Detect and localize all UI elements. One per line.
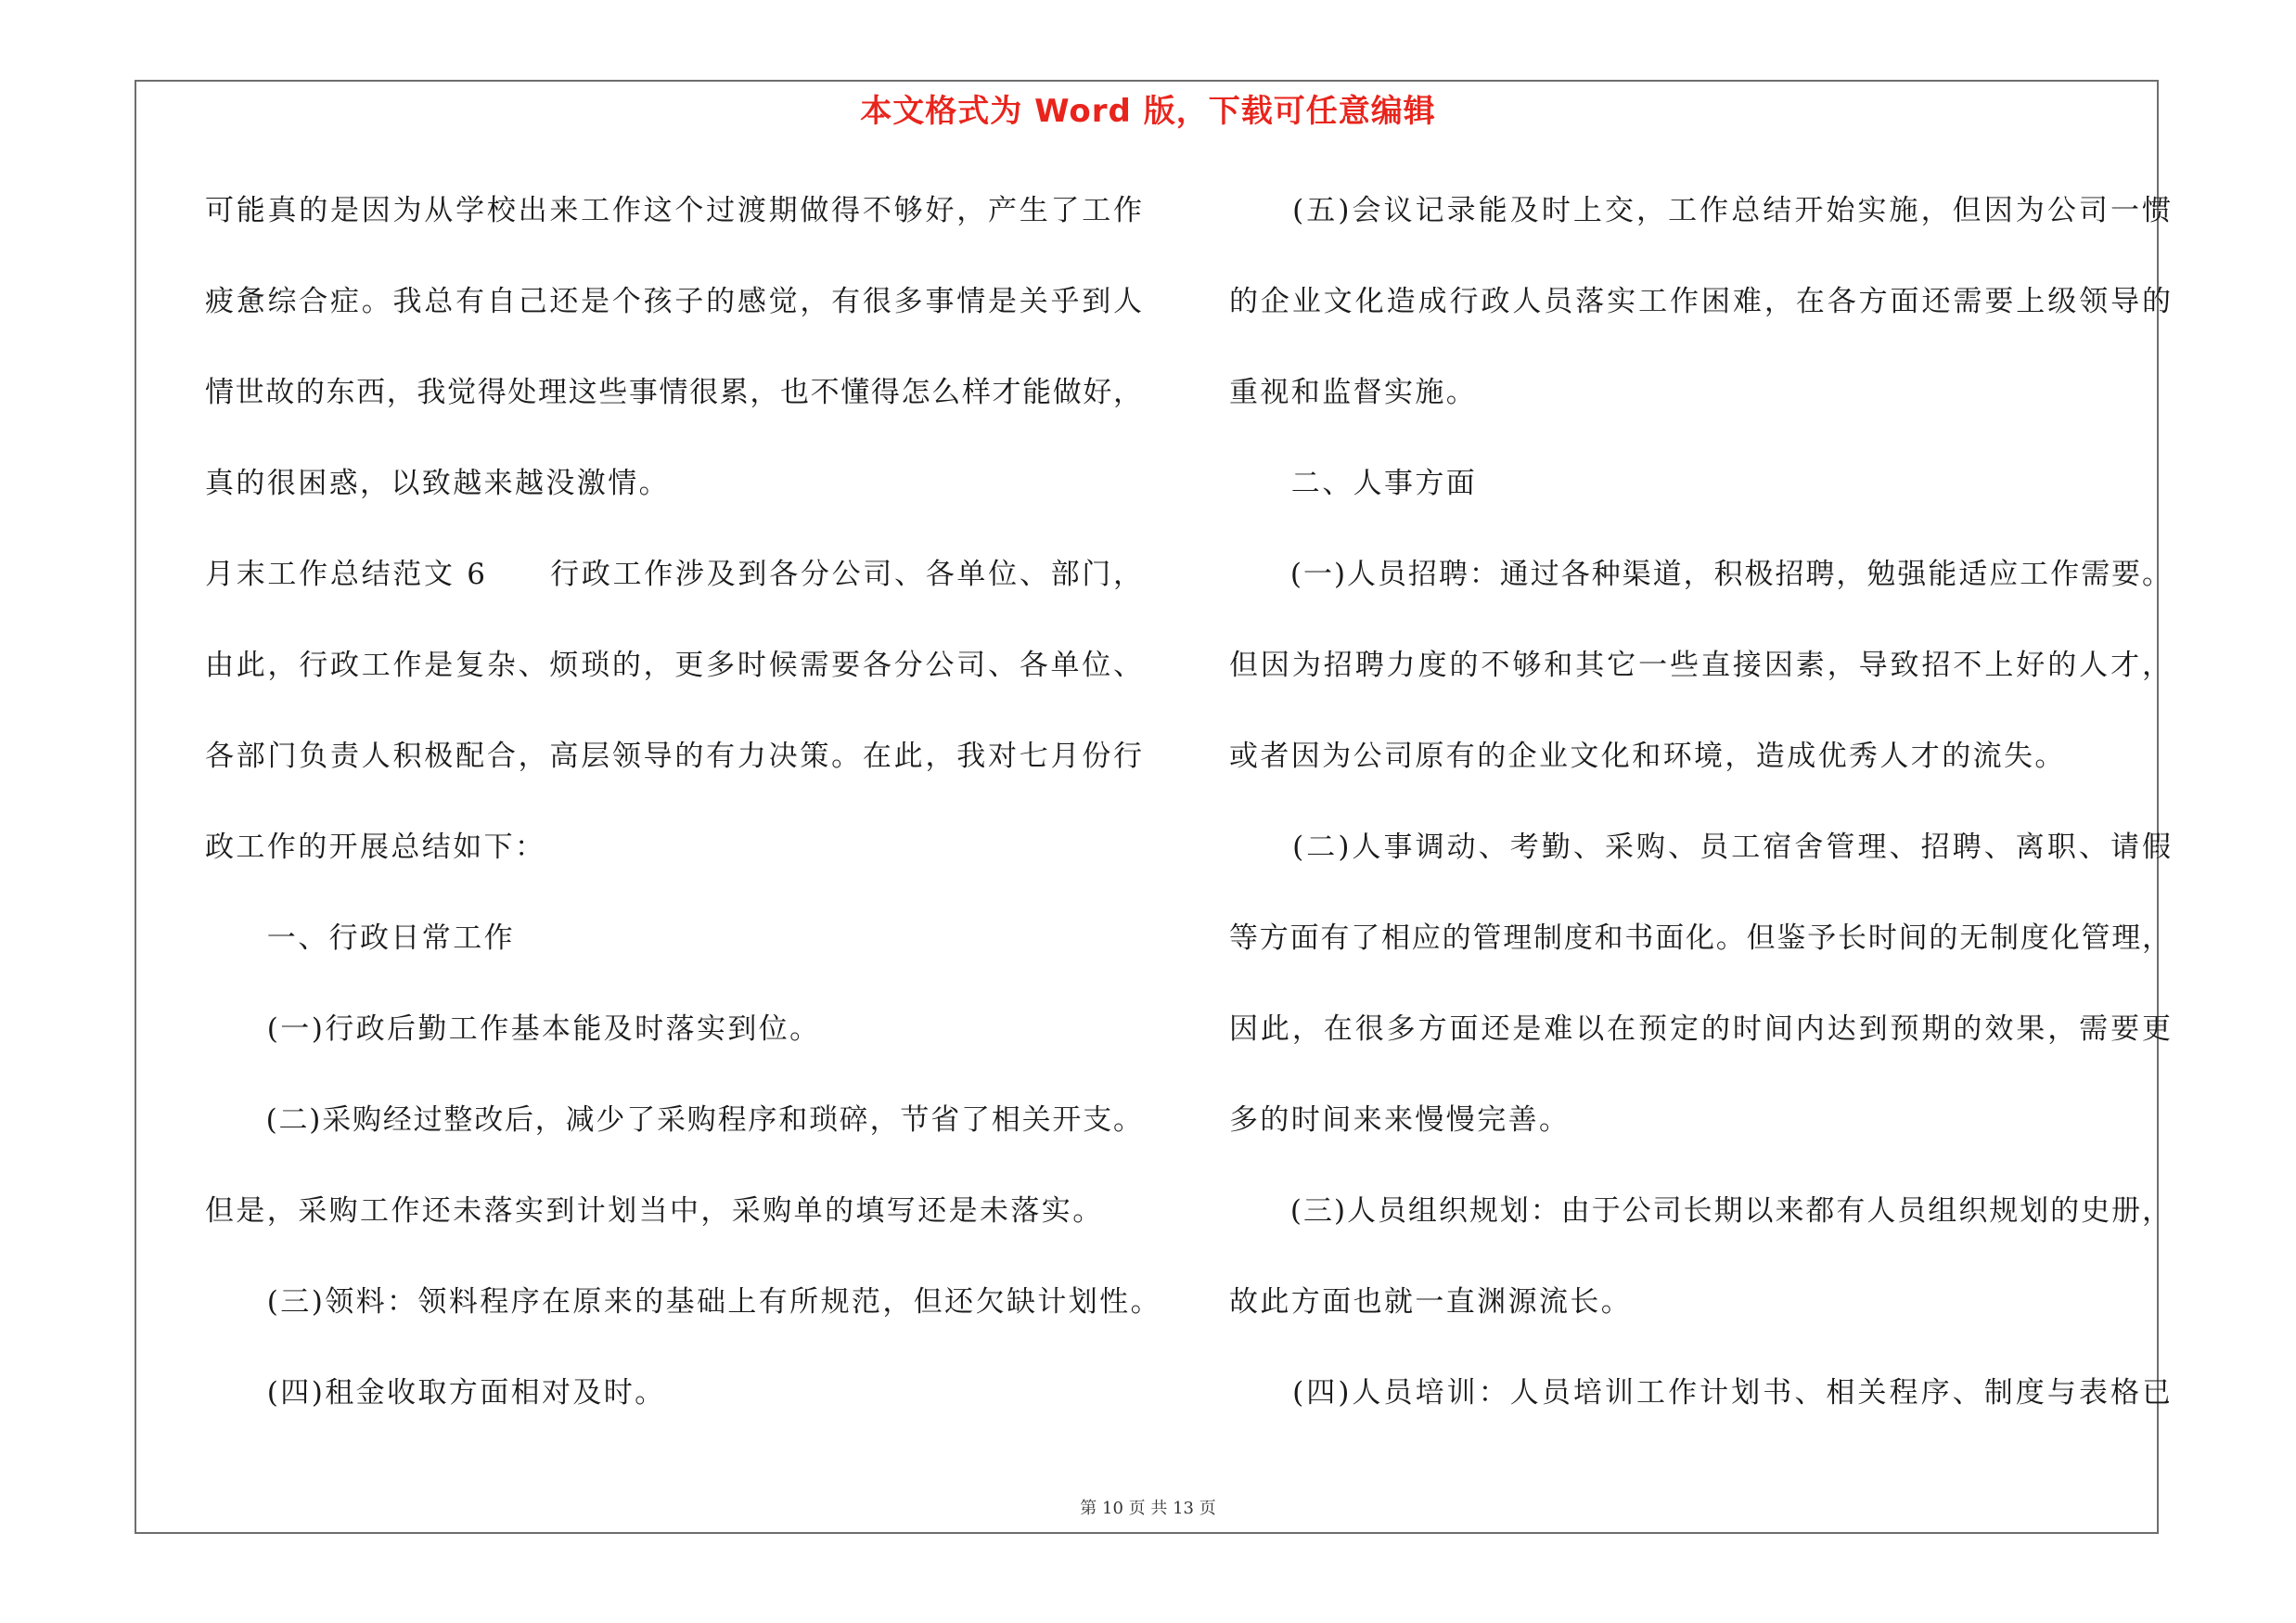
text-line: 故此方面也就一直渊源流长。 [1229,1285,1633,1319]
text-line: (一)行政后勤工作基本能及时落实到位。 [205,1012,821,1046]
text-line: (一)人员招聘：通过各种渠道，积极招聘，勉强能适应工作需要。 [1229,558,2171,591]
text-line: (四)租金收取方面相对及时。 [205,1376,666,1410]
text-line: 重视和监督实施。 [1229,376,1478,409]
text-line: (三)领料：领料程序在原来的基础上有所规范，但还欠缺计划性。 [205,1285,1161,1319]
text-line: 月末工作总结范文 6 行政工作涉及到各分公司、各单位、部门， [205,558,1142,591]
text-line: 各部门负责人积极配合，高层领导的有力决策。在此，我对七月份行 [205,740,1142,773]
text-line: (二)采购经过整改后，减少了采购程序和琐碎，节省了相关开支。 [205,1103,1142,1137]
text-line: (三)人员组织规划：由于公司长期以来都有人员组织规划的史册， [1229,1194,2171,1228]
text-line: 真的很困惑，以致越来越没激情。 [205,467,670,500]
section-heading: 一、行政日常工作 [205,921,515,955]
text-line: (二)人事调动、考勤、采购、员工宿舍管理、招聘、离职、请假 [1229,831,2171,864]
text-line: 可能真的是因为从学校出来工作这个过渡期做得不够好，产生了工作 [205,194,1142,227]
page-number-footer: 第 10 页 共 13 页 [1080,1499,1216,1518]
format-notice-banner: 本文格式为 Word 版，下载可任意编辑 [860,93,1436,130]
text-line: 的企业文化造成行政人员落实工作困难，在各方面还需要上级领导的 [1229,285,2171,318]
text-line: 情世故的东西，我觉得处理这些事情很累，也不懂得怎么样才能做好， [205,376,1142,409]
text-line: (五)会议记录能及时上交，工作总结开始实施，但因为公司一惯 [1229,194,2171,227]
text-line: 等方面有了相应的管理制度和书面化。但鉴予长时间的无制度化管理， [1229,921,2171,955]
text-line: 因此，在很多方面还是难以在预定的时间内达到预期的效果，需要更 [1229,1012,2171,1046]
left-text-column [205,165,1161,1438]
text-line: 或者因为公司原有的企业文化和环境，造成优秀人才的流失。 [1229,740,2066,773]
text-line: 但因为招聘力度的不够和其它一些直接因素，导致招不上好的人才， [1229,649,2171,682]
section-heading: 二、人事方面 [1229,467,1478,500]
right-text-column [1229,165,2171,1438]
text-line: 多的时间来来慢慢完善。 [1229,1103,1571,1137]
text-line: 政工作的开展总结如下： [205,831,546,864]
text-line: 疲惫综合症。我总有自己还是个孩子的感觉，有很多事情是关乎到人 [205,285,1142,318]
text-line: 由此，行政工作是复杂、烦琐的，更多时候需要各分公司、各单位、 [205,649,1142,682]
text-line: 但是，采购工作还未落实到计划当中，采购单的填写还是未落实。 [205,1194,1104,1228]
text-line: (四)人员培训：人员培训工作计划书、相关程序、制度与表格已 [1229,1376,2171,1410]
